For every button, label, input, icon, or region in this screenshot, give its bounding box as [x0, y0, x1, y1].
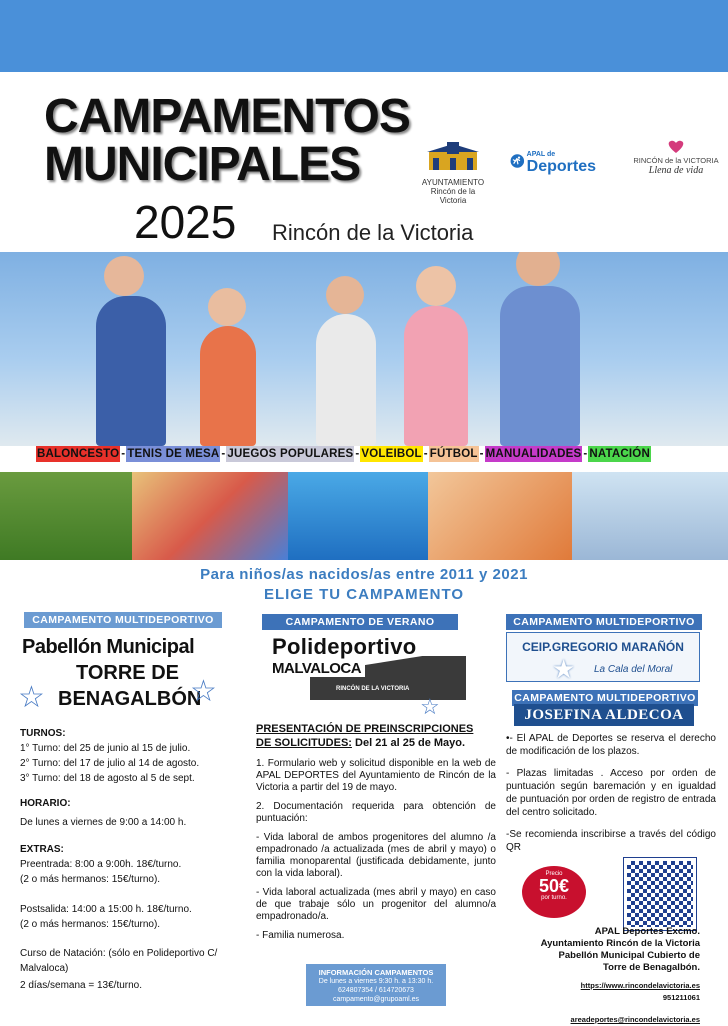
activity-label: JUEGOS POPULARES — [227, 448, 354, 460]
info-email[interactable]: campamento@grupoaml.es — [332, 996, 420, 1003]
camp2-tag: RINCÓN DE LA VICTORIA — [336, 686, 410, 692]
natacion-price: 2 días/semana = 13€/turno. — [20, 980, 143, 991]
activity-separator: - — [423, 448, 428, 460]
camp3-place: La Cala del Moral — [594, 664, 673, 675]
activity-separator: - — [479, 448, 484, 460]
presentacion-label: PRESENTACIÓN DE PREINSCRIPCIONES DE SOLICITUDES: — [256, 723, 474, 749]
camp1-sub1: TORRE DE — [76, 662, 179, 684]
notes — [506, 732, 716, 854]
photo-swimming — [288, 472, 428, 560]
camp3-header: CAMPAMENTO MULTIDEPORTIVO — [506, 614, 702, 630]
apal-deportes-logo — [510, 148, 596, 174]
activity-separator: - — [583, 448, 588, 460]
camp2-requirements — [256, 758, 496, 942]
price-unit: por turno. — [541, 895, 567, 901]
contact-line4: Torre de Benagalbón. — [603, 962, 700, 973]
heart-icon — [666, 140, 686, 154]
rincon-logo-slogan: Llena de vida — [648, 165, 704, 176]
camp1-title: Pabellón Municipal — [22, 636, 195, 658]
activities-list — [36, 448, 696, 468]
town-hall-icon — [423, 140, 483, 176]
star-icon: ☆ — [420, 694, 440, 719]
turnos-label: TURNOS: — [20, 728, 66, 739]
place-name: Rincón de la Victoria — [272, 220, 474, 245]
apal-logo-big: Deportes — [526, 158, 596, 175]
rincon-logo-text: RINCÓN de la VICTORIA — [633, 156, 719, 165]
contact-phone: 951211061 — [662, 993, 700, 1002]
note-1: •- El APAL de Deportes se reserva el derecho de modificación de los plazos. — [506, 733, 716, 757]
info-phones: 624807354 / 614720673 — [338, 987, 414, 994]
page-title-line2: MUNICIPALES — [44, 138, 361, 191]
star-icon: ☆ — [190, 675, 217, 708]
star-icon: ☆ — [18, 681, 45, 714]
presentacion-dates: Del 21 al 25 de Mayo. — [355, 737, 466, 749]
contact-line1: APAL Deportes Excmo. — [594, 926, 700, 937]
photo-basketball — [428, 472, 572, 560]
turno-1: 1° Turno: del 25 de junio al 15 de julio. — [20, 743, 191, 754]
extra-preentrada: Preentrada: 8:00 a 9:00h. 18€/turno. — [20, 859, 182, 870]
star-icon: ★ — [552, 654, 576, 684]
info-hours: De lunes a viernes 9:30 h. a 13:30 h. — [318, 978, 434, 985]
activity-label: FÚTBOL — [429, 448, 478, 460]
turno-3: 3° Turno: del 18 de agosto al 5 de sept. — [20, 773, 195, 784]
requirement-3: - Vida laboral de ambos progenitores del alumno /a empadronado /a actualizada (mes de abril y mayo) o familia monoparental (justificada debidamente, junto con la vida laboral). — [256, 832, 496, 879]
activity-photo-strip — [0, 472, 728, 560]
activity-label: VOLEIBOL — [361, 448, 422, 460]
activity-separator: - — [121, 448, 126, 460]
camp4-header: CAMPAMENTO MULTIDEPORTIVO — [512, 690, 698, 706]
turno-2: 2° Turno: del 17 de julio al 14 de agosto. — [20, 758, 200, 769]
rincon-victoria-logo — [630, 140, 722, 176]
camp1-sub2: BENAGALBÓN — [58, 688, 202, 710]
activity-label: BALONCESTO — [37, 448, 120, 460]
activity-separator: - — [355, 448, 360, 460]
note-2: - Plazas limitadas . Acceso por orden de puntuación según baremación y en igualdad de puntuación por orden de registro de entrada del centro solicitado. — [506, 768, 716, 818]
activity-label: TENIS DE MESA — [127, 448, 220, 460]
extras-label: EXTRAS: — [20, 844, 64, 855]
contact-line3: Pabellón Municipal Cubierto de — [558, 950, 700, 961]
extra-postsalida: Postsalida: 14:00 a 15:00 h. 18€/turno. — [20, 904, 192, 915]
extra-preentrada-siblings: (2 o más hermanos: 15€/turno). — [20, 874, 161, 885]
requirement-2: 2. Documentación requerida para obtención de puntuación: — [256, 801, 496, 824]
natacion-text: Curso de Natación: (sólo en Polideportivo C/ Malvaloca) — [20, 948, 218, 974]
requirement-1: 1. Formulario web y solicitud disponible en la web de APAL DEPORTES del Ayuntamiento de Rincón de la Victoria a partir del 19 de mayo. — [256, 758, 496, 793]
year: 2025 — [134, 196, 237, 248]
extra-postsalida-siblings: (2 o más hermanos: 15€/turno). — [20, 919, 161, 930]
photo-tennis — [572, 472, 728, 560]
note-3: -Se recomienda inscribirse a través del código QR — [506, 829, 716, 853]
requirement-5: - Familia numerosa. — [256, 930, 345, 941]
qr-code[interactable] — [624, 858, 696, 930]
hero-photo-kids-jumping — [0, 252, 728, 446]
camp4-school: JOSEFINA ALDECOA — [514, 704, 694, 726]
photo-football — [0, 472, 132, 560]
price-badge — [522, 866, 586, 918]
apal-logo-small: APAL de — [526, 151, 556, 158]
age-range-text: Para niños/as nacidos/as entre 2011 y 2021 — [200, 566, 528, 583]
camp2-title: Polideportivo — [272, 634, 417, 659]
contact-web[interactable]: https://www.rincondelavictoria.es — [580, 981, 700, 990]
info-box — [306, 964, 446, 1006]
runner-icon — [510, 148, 525, 174]
camp1-header: CAMPAMENTO MULTIDEPORTIVO — [24, 612, 222, 628]
price-small: Precio — [545, 871, 563, 877]
page-title-line1: CAMPAMENTOS — [44, 90, 410, 143]
ayuntamiento-logo-text: AYUNTAMIENTO Rincón de la Victoria — [421, 178, 485, 205]
presentacion — [256, 722, 478, 750]
requirement-4: - Vida laboral actualizada (mes abril y mayo) en caso de que trabaje sólo un progenitor del alumno/a empadronado/a. — [256, 887, 496, 922]
choose-camp-text: ELIGE TU CAMPAMENTO — [263, 586, 465, 603]
camp2-sub: MALVALOCA — [272, 660, 365, 677]
ayuntamiento-logo — [420, 140, 486, 205]
activity-label: NATACIÓN — [589, 448, 650, 460]
camp2-header: CAMPAMENTO DE VERANO — [262, 614, 458, 630]
photo-crafts — [132, 472, 288, 560]
camp3-school: CEIP.GREGORIO MARAÑÓN — [522, 640, 684, 654]
contact-block — [520, 926, 700, 1026]
contact-line2: Ayuntamiento Rincón de la Victoria — [540, 938, 700, 949]
info-title: INFORMACIÓN CAMPAMENTOS — [318, 968, 434, 977]
top-color-bar — [0, 0, 728, 72]
horario-text: De lunes a viernes de 9:00 a 14:00 h. — [20, 817, 187, 828]
horario-label: HORARIO: — [20, 798, 71, 809]
price-amount: 50€ — [538, 876, 570, 896]
contact-email[interactable]: areadeportes@rincondelavictoria.es — [570, 1015, 700, 1024]
camp1-details — [20, 726, 246, 993]
activity-label: MANUALIDADES — [485, 448, 582, 460]
activity-separator: - — [221, 448, 226, 460]
